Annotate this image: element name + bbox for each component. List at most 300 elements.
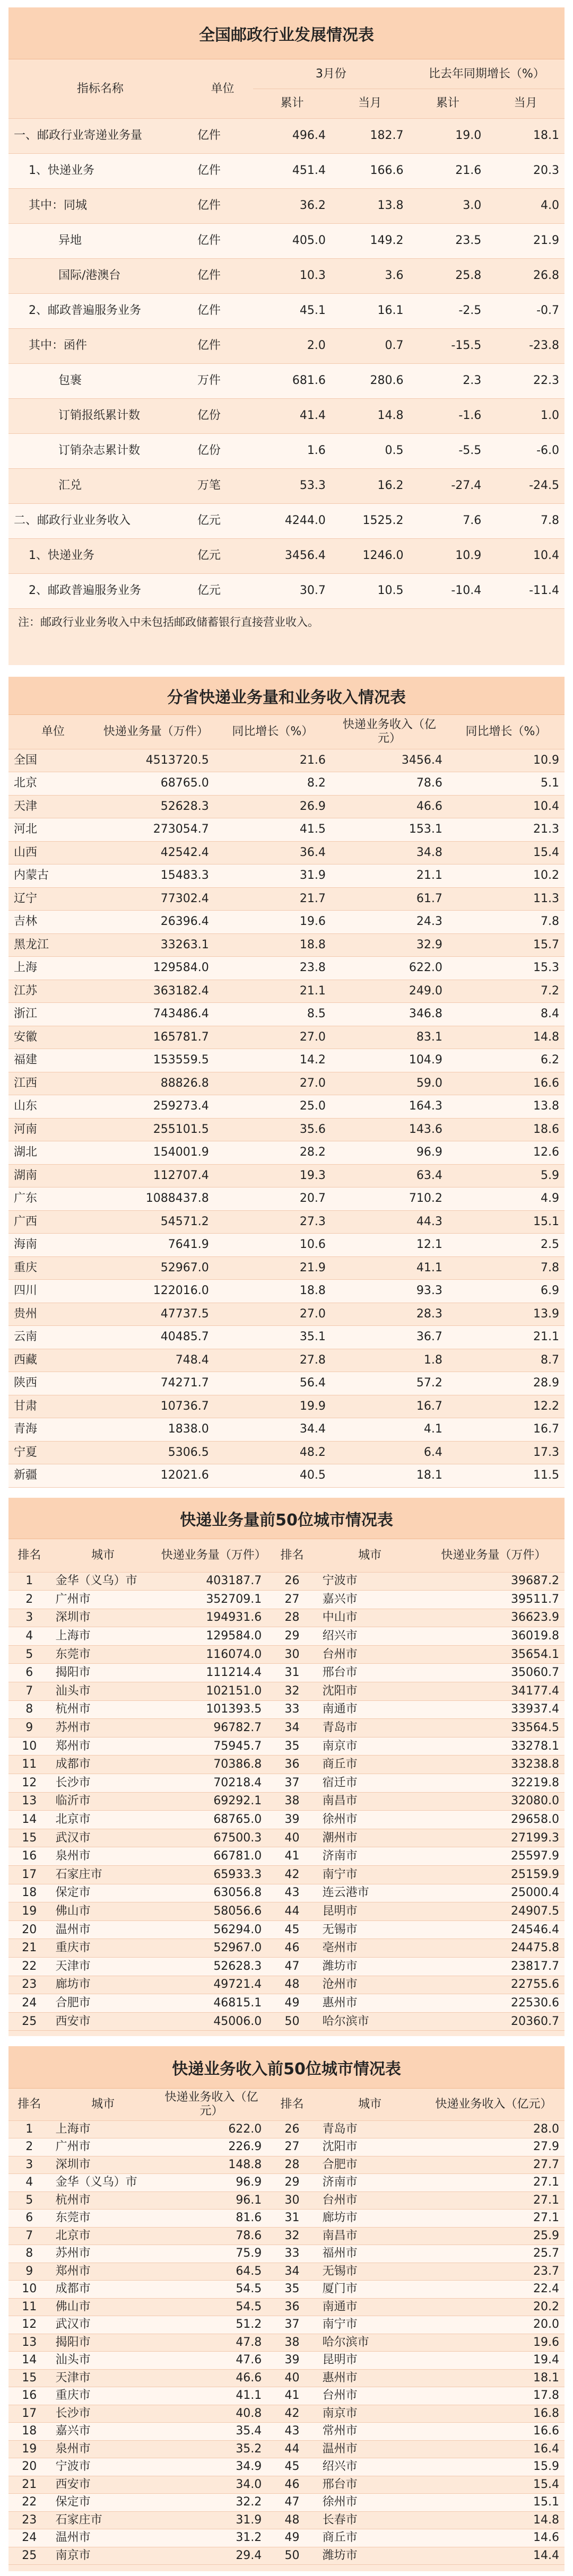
revenue-growth: 28.9: [448, 1372, 565, 1395]
unit: 亿份: [192, 398, 253, 433]
month: 14.8: [331, 398, 409, 433]
express-revenue: 249.0: [331, 980, 448, 1003]
city: 哈尔滨市: [317, 2012, 423, 2031]
province: 黑龙江: [8, 933, 98, 957]
cumulative: 1.6: [253, 433, 331, 468]
rank: 34: [267, 1719, 317, 1737]
express-revenue: 104.9: [331, 1049, 448, 1072]
unit: 亿元: [192, 573, 253, 608]
rank: 8: [8, 1700, 50, 1719]
rank: 22: [8, 2494, 50, 2512]
month: 10.5: [331, 573, 409, 608]
express-revenue: 34.8: [331, 841, 448, 865]
table-row: [8, 1234, 565, 1257]
volume-growth: 14.2: [214, 1049, 331, 1072]
province: 内蒙古: [8, 865, 98, 888]
rank: 41: [267, 2387, 317, 2405]
volume-growth: 8.2: [214, 772, 331, 796]
table-title: 全国邮政行业发展情况表: [8, 7, 565, 59]
revenue-growth: 7.8: [448, 911, 565, 934]
value: 36623.9: [423, 1609, 565, 1627]
table-row: [8, 2405, 565, 2423]
express-revenue: 622.0: [331, 957, 448, 980]
volume-growth: 18.8: [214, 933, 331, 957]
value: 45006.0: [156, 2012, 267, 2031]
table-row: [8, 1572, 565, 1591]
rank: 5: [8, 1645, 50, 1664]
table-row: [8, 1700, 565, 1719]
month-growth: -23.8: [487, 328, 565, 363]
rank: 28: [267, 1609, 317, 1627]
rank: 11: [8, 1756, 50, 1774]
city: 南通市: [317, 1700, 423, 1719]
city: 哈尔滨市: [317, 2334, 423, 2352]
city: 商丘市: [317, 2529, 423, 2547]
city: 昆明市: [317, 2352, 423, 2370]
month: 0.5: [331, 433, 409, 468]
header-city: 城市: [50, 2089, 156, 2120]
city: 台州市: [317, 1645, 423, 1664]
value: 24546.4: [423, 1920, 565, 1939]
city: 南通市: [317, 2298, 423, 2316]
value: 39511.7: [423, 1591, 565, 1609]
city: 金华（义乌）市: [50, 2174, 156, 2192]
value: 111214.4: [156, 1664, 267, 1682]
cumulative: 53.3: [253, 468, 331, 503]
revenue-growth: 15.7: [448, 933, 565, 957]
value: 47.8: [156, 2334, 267, 2352]
month: 280.6: [331, 363, 409, 398]
city: 南京市: [317, 2405, 423, 2423]
table-row: [8, 1141, 565, 1165]
header-yoy: 比去年同期增长（%）: [409, 59, 565, 89]
value: 352709.1: [156, 1591, 267, 1609]
table-row: [8, 1939, 565, 1958]
city: 北京市: [50, 1811, 156, 1829]
city: 武汉市: [50, 1829, 156, 1847]
cumulative-growth: -15.5: [409, 328, 487, 363]
city: 杭州市: [50, 2191, 156, 2210]
value: 27.1: [423, 2191, 565, 2210]
value: 17.8: [423, 2387, 565, 2405]
cumulative: 496.4: [253, 118, 331, 153]
express-revenue: 83.1: [331, 1026, 448, 1049]
month-growth: 10.4: [487, 538, 565, 573]
revenue-growth: 13.9: [448, 1303, 565, 1326]
rank: 28: [267, 2156, 317, 2174]
rank: 49: [267, 2529, 317, 2547]
revenue-growth: 18.6: [448, 1118, 565, 1141]
table-title: 快递业务量前50位城市情况表: [8, 1498, 565, 1539]
province: 全国: [8, 749, 98, 772]
indicator-name: 一、邮政行业寄递业务量: [8, 118, 192, 153]
table-row: [8, 1792, 565, 1811]
value: 34.9: [156, 2458, 267, 2476]
revenue-growth: 16.6: [448, 1072, 565, 1095]
city: 南昌市: [317, 2227, 423, 2245]
rank: 16: [8, 1847, 50, 1866]
volume-growth: 27.8: [214, 1349, 331, 1372]
indicator-name: 1、快递业务: [8, 153, 192, 188]
express-volume: 26396.4: [98, 911, 214, 934]
volume-growth: 21.7: [214, 887, 331, 911]
cumulative: 4244.0: [253, 503, 331, 538]
value: 54.5: [156, 2298, 267, 2316]
province: 河北: [8, 818, 98, 842]
table-row: [8, 2281, 565, 2299]
value: 54.5: [156, 2281, 267, 2299]
city: 重庆市: [50, 1939, 156, 1958]
rank: 21: [8, 2476, 50, 2494]
value: 46815.1: [156, 1994, 267, 2013]
unit: 亿件: [192, 118, 253, 153]
rank: 37: [267, 2316, 317, 2334]
table-row: [8, 1920, 565, 1939]
cumulative-growth: -2.5: [409, 293, 487, 328]
revenue-growth: 11.5: [448, 1464, 565, 1488]
province: 河南: [8, 1118, 98, 1141]
city: 温州市: [50, 1920, 156, 1939]
volume-growth: 48.2: [214, 1441, 331, 1464]
value: 148.8: [156, 2156, 267, 2174]
city: 泉州市: [50, 2440, 156, 2458]
city: 西安市: [50, 2476, 156, 2494]
value: 35654.1: [423, 1645, 565, 1664]
volume-growth: 27.3: [214, 1210, 331, 1234]
express-revenue: 710.2: [331, 1187, 448, 1211]
indicator-name: 1、快递业务: [8, 538, 192, 573]
city: 惠州市: [317, 1994, 423, 2013]
table-row: [8, 1280, 565, 1303]
rank: 36: [267, 2298, 317, 2316]
province: 福建: [8, 1049, 98, 1072]
rank: 18: [8, 2423, 50, 2441]
volume-growth: 25.0: [214, 1095, 331, 1119]
header-rank: 排名: [8, 1539, 50, 1572]
revenue-growth: 5.1: [448, 772, 565, 796]
value: 33937.4: [423, 1700, 565, 1719]
rank: 17: [8, 1866, 50, 1884]
province: 重庆: [8, 1256, 98, 1280]
city: 福州市: [317, 2245, 423, 2263]
express-volume: 68765.0: [98, 772, 214, 796]
city: 南京市: [317, 1737, 423, 1756]
rank: 12: [8, 1774, 50, 1793]
city: 佛山市: [50, 1902, 156, 1921]
city: 石家庄市: [50, 2511, 156, 2529]
month-growth: 22.3: [487, 363, 565, 398]
value: 33278.1: [423, 1737, 565, 1756]
rank: 24: [8, 2529, 50, 2547]
table-row: [8, 1829, 565, 1847]
rank: 30: [267, 2191, 317, 2210]
revenue-growth: 15.1: [448, 1210, 565, 1234]
value: 35.4: [156, 2423, 267, 2441]
table-row: [8, 1395, 565, 1418]
value: 29.4: [156, 2547, 267, 2565]
value: 20360.7: [423, 2012, 565, 2031]
rank: 2: [8, 2138, 50, 2156]
table-row: [8, 1095, 565, 1119]
volume-growth: 18.8: [214, 1280, 331, 1303]
table-row: [8, 328, 565, 363]
express-volume: 54571.2: [98, 1210, 214, 1234]
rank: 1: [8, 2120, 50, 2138]
city: 西安市: [50, 2012, 156, 2031]
city: 金华（义乌）市: [50, 1572, 156, 1591]
value: 35060.7: [423, 1664, 565, 1682]
value: 31.9: [156, 2511, 267, 2529]
city: 保定市: [50, 1884, 156, 1902]
value: 36019.8: [423, 1627, 565, 1646]
city: 惠州市: [317, 2369, 423, 2387]
express-revenue: 6.4: [331, 1441, 448, 1464]
city: 上海市: [50, 2120, 156, 2138]
rank: 10: [8, 1737, 50, 1756]
value: 22.4: [423, 2281, 565, 2299]
value: 14.8: [423, 2511, 565, 2529]
value: 46.6: [156, 2369, 267, 2387]
indicator-name: 国际/港澳台: [8, 258, 192, 293]
month: 149.2: [331, 223, 409, 258]
header-volume: 快递业务量（万件）: [423, 1539, 565, 1572]
value: 49721.4: [156, 1976, 267, 1994]
table-title: 快递业务收入前50位城市情况表: [8, 2046, 565, 2089]
rank: 2: [8, 1591, 50, 1609]
volume-growth: 41.5: [214, 818, 331, 842]
rank: 26: [267, 1572, 317, 1591]
header-revenue-growth: 同比增长（%）: [448, 715, 565, 749]
value: 22530.6: [423, 1994, 565, 2013]
month-growth: 26.8: [487, 258, 565, 293]
rank: 45: [267, 1920, 317, 1939]
value: 67500.3: [156, 1829, 267, 1847]
city: 深圳市: [50, 2156, 156, 2174]
table-row: [8, 1303, 565, 1326]
table-row: [8, 2298, 565, 2316]
revenue-growth: 10.9: [448, 749, 565, 772]
express-revenue: 143.6: [331, 1118, 448, 1141]
month: 0.7: [331, 328, 409, 363]
revenue-growth: 6.2: [448, 1049, 565, 1072]
express-revenue: 44.3: [331, 1210, 448, 1234]
rank: 1: [8, 1572, 50, 1591]
express-volume: 122016.0: [98, 1280, 214, 1303]
rank: 40: [267, 2369, 317, 2387]
table-note: 注：邮政行业业务收入中未包括邮政储蓄银行直接营业收入。: [8, 609, 565, 634]
table-row: [8, 2263, 565, 2281]
table-row: [8, 2227, 565, 2245]
table-row: [8, 2352, 565, 2370]
express-volume: 15483.3: [98, 865, 214, 888]
value: 51.2: [156, 2316, 267, 2334]
table-row: [8, 795, 565, 818]
volume-growth: 23.8: [214, 957, 331, 980]
header-rank: 排名: [8, 2089, 50, 2120]
unit: 亿件: [192, 293, 253, 328]
city: 汕头市: [50, 1682, 156, 1701]
table-row: [8, 538, 565, 573]
table-row: [8, 841, 565, 865]
rank: 8: [8, 2245, 50, 2263]
express-volume: 273054.7: [98, 818, 214, 842]
rank: 29: [267, 1627, 317, 1646]
header-unit: 单位: [8, 715, 98, 749]
province: 青海: [8, 1418, 98, 1442]
month-growth: -6.0: [487, 433, 565, 468]
city: 台州市: [317, 2387, 423, 2405]
volume-growth: 40.5: [214, 1464, 331, 1488]
rank: 44: [267, 1902, 317, 1921]
city: 绍兴市: [317, 2458, 423, 2476]
revenue-growth: 14.8: [448, 1026, 565, 1049]
city: 宁波市: [50, 2458, 156, 2476]
express-volume: 743486.4: [98, 1003, 214, 1026]
city: 廊坊市: [50, 1976, 156, 1994]
cumulative-growth: 2.3: [409, 363, 487, 398]
city: 成都市: [50, 2281, 156, 2299]
rank: 5: [8, 2191, 50, 2210]
rank: 25: [8, 2012, 50, 2031]
province: 山西: [8, 841, 98, 865]
rank: 31: [267, 1664, 317, 1682]
unit: 亿份: [192, 433, 253, 468]
express-revenue: 16.7: [331, 1395, 448, 1418]
table-row: [8, 887, 565, 911]
city: 济南市: [317, 1847, 423, 1866]
rank: 6: [8, 1664, 50, 1682]
city: 宁波市: [317, 1572, 423, 1591]
city: 临沂市: [50, 1792, 156, 1811]
city: 潮州市: [317, 1829, 423, 1847]
value: 23817.7: [423, 1957, 565, 1976]
header-city: 城市: [317, 1539, 423, 1572]
city: 天津市: [50, 1957, 156, 1976]
city: 青岛市: [317, 2120, 423, 2138]
city: 东莞市: [50, 2210, 156, 2228]
header-volume: 快递业务量（万件）: [156, 1539, 267, 1572]
value: 16.6: [423, 2423, 565, 2441]
cumulative: 10.3: [253, 258, 331, 293]
city: 沧州市: [317, 1976, 423, 1994]
rank: 4: [8, 2174, 50, 2192]
express-revenue: 59.0: [331, 1072, 448, 1095]
rank: 10: [8, 2281, 50, 2299]
table-row: [8, 957, 565, 980]
province: 江西: [8, 1072, 98, 1095]
header-unit: 单位: [192, 59, 253, 118]
rank: 37: [267, 1774, 317, 1793]
cumulative: 405.0: [253, 223, 331, 258]
city: 廊坊市: [317, 2210, 423, 2228]
table-row: [8, 1994, 565, 2013]
value: 27.1: [423, 2210, 565, 2228]
table-row: [8, 1756, 565, 1774]
cumulative-growth: 10.9: [409, 538, 487, 573]
value: 15.1: [423, 2494, 565, 2512]
volume-growth: 28.2: [214, 1141, 331, 1165]
national-postal-table: [8, 7, 565, 665]
value: 101393.5: [156, 1700, 267, 1719]
express-revenue: 36.7: [331, 1326, 448, 1349]
cumulative-growth: 21.6: [409, 153, 487, 188]
value: 32080.0: [423, 1792, 565, 1811]
table-row: [8, 2138, 565, 2156]
value: 102151.0: [156, 1682, 267, 1701]
value: 19.6: [423, 2334, 565, 2352]
month: 182.7: [331, 118, 409, 153]
revenue-growth: 12.6: [448, 1141, 565, 1165]
volume-growth: 19.9: [214, 1395, 331, 1418]
month: 3.6: [331, 258, 409, 293]
rank: 35: [267, 2281, 317, 2299]
rank: 7: [8, 2227, 50, 2245]
city: 嘉兴市: [50, 2423, 156, 2441]
unit: 亿件: [192, 258, 253, 293]
province: 天津: [8, 795, 98, 818]
express-volume: 165781.7: [98, 1026, 214, 1049]
revenue-growth: 15.3: [448, 957, 565, 980]
province: 广西: [8, 1210, 98, 1234]
city: 广州市: [50, 1591, 156, 1609]
value: 18.1: [423, 2369, 565, 2387]
table-row: [8, 865, 565, 888]
express-volume: 47737.5: [98, 1303, 214, 1326]
rank: 31: [267, 2210, 317, 2228]
value: 58056.6: [156, 1902, 267, 1921]
city: 石家庄市: [50, 1866, 156, 1884]
cumulative-growth: -5.5: [409, 433, 487, 468]
volume-growth: 36.4: [214, 841, 331, 865]
province: 安徽: [8, 1026, 98, 1049]
volume-growth: 27.0: [214, 1303, 331, 1326]
value: 16.4: [423, 2440, 565, 2458]
unit: 亿件: [192, 328, 253, 363]
revenue-growth: 21.3: [448, 818, 565, 842]
value: 68765.0: [156, 1811, 267, 1829]
rank: 43: [267, 1884, 317, 1902]
city: 郑州市: [50, 1737, 156, 1756]
express-volume: 129584.0: [98, 957, 214, 980]
value: 32219.8: [423, 1774, 565, 1793]
table-row: [8, 1627, 565, 1646]
express-volume: 255101.5: [98, 1118, 214, 1141]
value: 14.4: [423, 2547, 565, 2565]
value: 32.2: [156, 2494, 267, 2512]
unit: 亿元: [192, 538, 253, 573]
table-row: [8, 1902, 565, 1921]
rank: 26: [267, 2120, 317, 2138]
rank: 27: [267, 2138, 317, 2156]
rank: 7: [8, 1682, 50, 1701]
city: 温州市: [50, 2529, 156, 2547]
value: 56294.0: [156, 1920, 267, 1939]
revenue-growth: 12.2: [448, 1395, 565, 1418]
table-row: [8, 1737, 565, 1756]
table-row: [8, 2156, 565, 2174]
table-title: 分省快递业务量和业务收入情况表: [8, 677, 565, 715]
rank: 15: [8, 1829, 50, 1847]
header-volume-growth: 同比增长（%）: [214, 715, 331, 749]
revenue-growth: 6.9: [448, 1280, 565, 1303]
city: 潍坊市: [317, 1957, 423, 1976]
value: 22755.6: [423, 1976, 565, 1994]
express-volume: 77302.4: [98, 887, 214, 911]
header-rank: 排名: [267, 2089, 317, 2120]
province: 云南: [8, 1326, 98, 1349]
header-revenue: 快递业务收入（亿元）: [423, 2089, 565, 2120]
unit: 亿件: [192, 188, 253, 223]
